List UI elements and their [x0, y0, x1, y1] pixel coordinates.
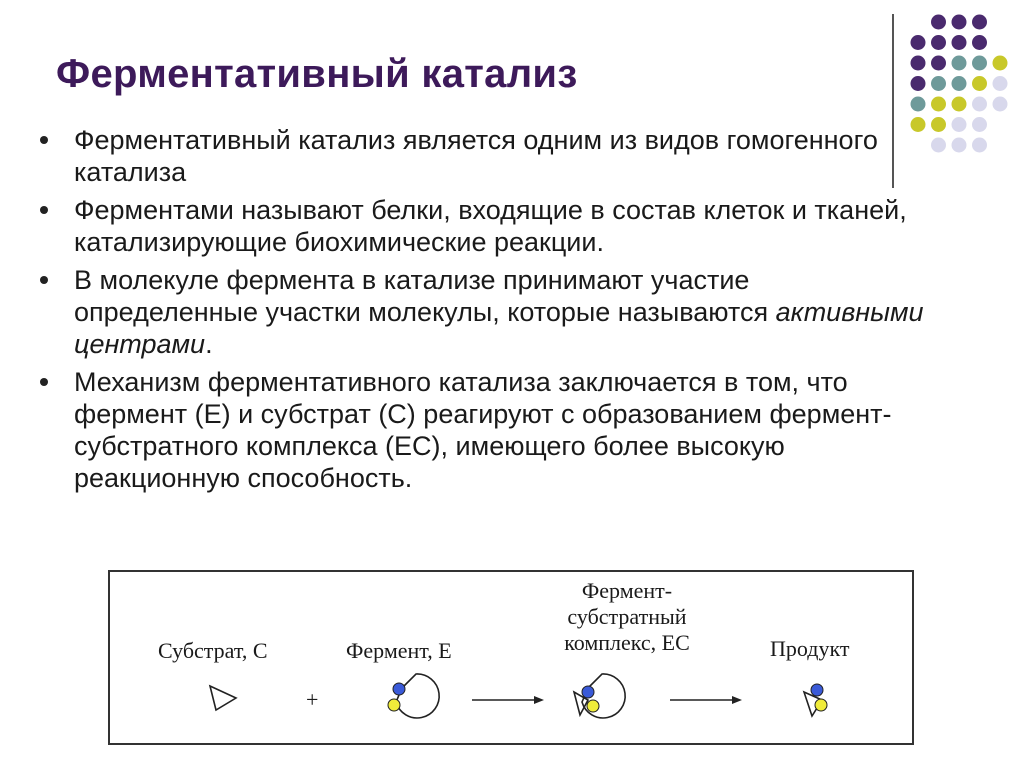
- complex-blue-site-icon: [582, 686, 594, 698]
- decorative-dot: [993, 97, 1008, 112]
- bullet-item: [30, 264, 930, 360]
- decorative-dot: [931, 56, 946, 71]
- bullet-text: Ферментами называют белки, входящие в состав клеток и тканей, катализирующие биохимические реакции.: [74, 195, 907, 257]
- decorative-dot: [972, 138, 987, 153]
- bullet-text: Механизм ферментативного катализа заключается в том, что фермент (Е) и субстрат (С) реагируют с образованием фермент-субстратного комплекса (ЕС), имеющего более высокую реакционную способность.: [74, 367, 892, 493]
- enzyme-shape-icon: [396, 674, 439, 718]
- decorative-dot: [952, 76, 967, 91]
- substrate-triangle-icon: [210, 686, 236, 710]
- decorative-dot: [952, 97, 967, 112]
- product-label: Продукт: [770, 636, 850, 661]
- decorative-dot: [931, 76, 946, 91]
- bullet-item: [30, 124, 930, 188]
- bullet-dot-icon: [40, 276, 48, 284]
- decorative-dot: [911, 76, 926, 91]
- bullet-dot-icon: [40, 136, 48, 144]
- decorative-dot: [931, 138, 946, 153]
- bullet-dot-icon: [40, 206, 48, 214]
- complex-label-line: Фермент-: [581, 578, 673, 603]
- decorative-dot: [952, 56, 967, 71]
- decorative-dot: [911, 97, 926, 112]
- reaction-diagram: [108, 570, 914, 745]
- decorative-dot: [993, 56, 1008, 71]
- complex-label-line: комплекс, ЕС: [564, 630, 690, 655]
- substrate-label: Субстрат, С: [158, 638, 268, 663]
- arrow-head-icon: [534, 696, 544, 704]
- decorative-dot: [993, 76, 1008, 91]
- decorative-dot: [972, 97, 987, 112]
- diagram-shapes: [110, 572, 912, 743]
- arrow-head-icon: [732, 696, 742, 704]
- bullet-text: Ферментативный катализ является одним из видов гомогенного катализа: [74, 125, 878, 187]
- decorative-dot: [972, 35, 987, 50]
- decorative-dot: [972, 117, 987, 132]
- decorative-dot: [911, 56, 926, 71]
- complex-label-line: субстратный: [567, 604, 687, 629]
- decorative-dot: [931, 15, 946, 30]
- decorative-dot: [931, 35, 946, 50]
- product-blue-site-icon: [811, 684, 823, 696]
- active-centers-term: активными центрами: [74, 297, 924, 359]
- decorative-dot: [952, 138, 967, 153]
- slide-title: Ферментативный катализ: [56, 52, 578, 96]
- decorative-dot: [972, 76, 987, 91]
- enzyme-yellow-site-icon: [388, 699, 400, 711]
- bullet-text-part: В молекуле фермента в катализе принимают участие определенные участки молекулы, которые называются: [74, 265, 776, 327]
- decorative-dot: [931, 117, 946, 132]
- bullet-text-part: .: [205, 329, 213, 359]
- plus-sign: +: [306, 687, 319, 712]
- decorative-dot: [911, 35, 926, 50]
- decorative-dot: [952, 15, 967, 30]
- decorative-dot: [972, 15, 987, 30]
- complex-yellow-site-icon: [587, 700, 599, 712]
- enzyme-label: Фермент, Е: [346, 638, 452, 663]
- decorative-dot: [952, 35, 967, 50]
- enzyme-blue-site-icon: [393, 683, 405, 695]
- bullet-list: [30, 124, 930, 500]
- product-yellow-site-icon: [815, 699, 827, 711]
- bullet-item: [30, 194, 930, 258]
- decorative-dot: [972, 56, 987, 71]
- bullet-dot-icon: [40, 378, 48, 386]
- decorative-dot: [952, 117, 967, 132]
- bullet-item: [30, 366, 930, 494]
- bullet-text: [74, 264, 930, 360]
- decorative-dot: [931, 97, 946, 112]
